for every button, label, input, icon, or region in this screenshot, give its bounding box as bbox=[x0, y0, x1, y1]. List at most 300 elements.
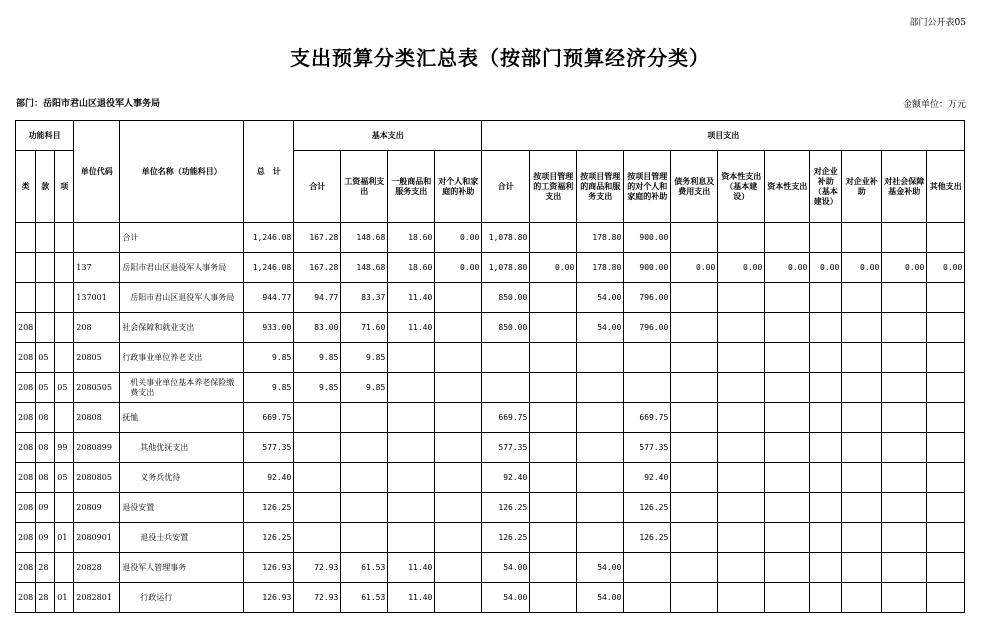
cell-p-social bbox=[882, 313, 927, 343]
cell-b-total bbox=[294, 493, 341, 523]
cell-b-total bbox=[294, 523, 341, 553]
cell-p-other bbox=[927, 283, 965, 313]
cell-p-enterprise bbox=[842, 223, 882, 253]
cell-p-capital bbox=[765, 433, 810, 463]
cell-p-personal bbox=[624, 583, 671, 613]
cell-kuan: 05 bbox=[36, 373, 55, 403]
cell-p-total: 850.00 bbox=[482, 313, 530, 343]
cell-b-wage: 148.68 bbox=[341, 223, 388, 253]
cell-p-wage bbox=[530, 343, 577, 373]
page-title: 支出预算分类汇总表（按部门预算经济分类） bbox=[290, 46, 710, 70]
cell-p-capital-basic bbox=[718, 523, 765, 553]
table-row bbox=[16, 433, 965, 463]
cell-p-wage bbox=[530, 523, 577, 553]
cell-xiang bbox=[55, 313, 74, 343]
cell-p-capital bbox=[765, 223, 810, 253]
cell-name: 行政事业单位养老支出 bbox=[120, 343, 244, 373]
cell-p-other bbox=[927, 493, 965, 523]
cell-p-social bbox=[882, 493, 927, 523]
cell-b-goods bbox=[388, 373, 435, 403]
cell-p-goods bbox=[577, 433, 624, 463]
cell-b-total: 72.93 bbox=[294, 553, 341, 583]
header-project-wage: 按项目管理的工资福利支出 bbox=[530, 151, 577, 223]
cell-p-enterprise-subsidy bbox=[810, 403, 842, 433]
cell-p-capital bbox=[765, 313, 810, 343]
cell-p-wage bbox=[530, 283, 577, 313]
cell-total: 126.25 bbox=[244, 523, 294, 553]
table-row bbox=[16, 403, 965, 433]
cell-code: 137001 bbox=[74, 283, 120, 313]
header-project-enterprise-subsidy: 对企业补助（基本建设） bbox=[810, 151, 842, 223]
header-project-other: 其他支出 bbox=[927, 151, 965, 223]
cell-p-wage bbox=[530, 433, 577, 463]
header-project-personal: 按项目管理的对个人和家庭的补助 bbox=[624, 151, 671, 223]
cell-p-capital bbox=[765, 553, 810, 583]
cell-kuan bbox=[36, 253, 55, 283]
cell-p-social: 0.00 bbox=[882, 253, 927, 283]
cell-total: 933.00 bbox=[244, 313, 294, 343]
cell-p-wage bbox=[530, 223, 577, 253]
cell-b-total: 94.77 bbox=[294, 283, 341, 313]
cell-xiang: 05 bbox=[55, 463, 74, 493]
cell-xiang bbox=[55, 343, 74, 373]
cell-b-personal bbox=[435, 493, 482, 523]
cell-p-capital bbox=[765, 343, 810, 373]
cell-p-debt bbox=[671, 493, 718, 523]
cell-b-total: 9.85 bbox=[294, 343, 341, 373]
cell-p-other bbox=[927, 433, 965, 463]
cell-code: 20805 bbox=[74, 343, 120, 373]
cell-b-total: 72.93 bbox=[294, 583, 341, 613]
cell-p-enterprise-subsidy bbox=[810, 343, 842, 373]
cell-p-other bbox=[927, 463, 965, 493]
cell-p-enterprise bbox=[842, 283, 882, 313]
cell-b-personal bbox=[435, 553, 482, 583]
cell-name: 义务兵优待 bbox=[120, 463, 244, 493]
cell-total: 944.77 bbox=[244, 283, 294, 313]
cell-xiang: 01 bbox=[55, 523, 74, 553]
cell-p-debt bbox=[671, 583, 718, 613]
cell-p-personal: 796.00 bbox=[624, 313, 671, 343]
cell-p-social bbox=[882, 463, 927, 493]
cell-p-enterprise bbox=[842, 493, 882, 523]
cell-name: 退役士兵安置 bbox=[120, 523, 244, 553]
cell-p-debt bbox=[671, 523, 718, 553]
cell-lei bbox=[16, 283, 36, 313]
cell-code: 20808 bbox=[74, 403, 120, 433]
cell-total: 577.35 bbox=[244, 433, 294, 463]
cell-code: 2080805 bbox=[74, 463, 120, 493]
cell-lei bbox=[16, 223, 36, 253]
cell-b-goods: 11.40 bbox=[388, 583, 435, 613]
header-basic-goods: 一般商品和服务支出 bbox=[388, 151, 435, 223]
cell-p-enterprise bbox=[842, 313, 882, 343]
cell-b-wage: 61.53 bbox=[341, 553, 388, 583]
cell-p-enterprise-subsidy bbox=[810, 433, 842, 463]
cell-p-personal bbox=[624, 553, 671, 583]
cell-p-social bbox=[882, 283, 927, 313]
table-row bbox=[16, 373, 965, 403]
cell-b-goods bbox=[388, 463, 435, 493]
cell-p-wage bbox=[530, 373, 577, 403]
cell-p-social bbox=[882, 583, 927, 613]
cell-lei: 208 bbox=[16, 373, 36, 403]
cell-xiang bbox=[55, 283, 74, 313]
cell-name: 退役安置 bbox=[120, 493, 244, 523]
cell-p-personal bbox=[624, 373, 671, 403]
cell-p-debt bbox=[671, 463, 718, 493]
cell-p-capital: 0.00 bbox=[765, 253, 810, 283]
cell-code: 2080505 bbox=[74, 373, 120, 403]
cell-p-goods: 54.00 bbox=[577, 283, 624, 313]
header-project-capital: 资本性支出 bbox=[765, 151, 810, 223]
cell-b-personal: 0.00 bbox=[435, 253, 482, 283]
header-basic-total: 合计 bbox=[294, 151, 341, 223]
cell-p-debt bbox=[671, 403, 718, 433]
header-unit-name: 单位名称（功能科目） bbox=[120, 121, 244, 223]
cell-b-goods: 18.60 bbox=[388, 223, 435, 253]
cell-total: 126.25 bbox=[244, 493, 294, 523]
cell-xiang bbox=[55, 403, 74, 433]
cell-b-goods bbox=[388, 343, 435, 373]
cell-code: 137 bbox=[74, 253, 120, 283]
cell-xiang: 99 bbox=[55, 433, 74, 463]
table-row bbox=[16, 463, 965, 493]
cell-p-enterprise: 0.00 bbox=[842, 253, 882, 283]
header-func-subject: 功能科目 bbox=[16, 121, 74, 151]
cell-p-personal: 796.00 bbox=[624, 283, 671, 313]
cell-p-debt bbox=[671, 223, 718, 253]
cell-p-capital-basic: 0.00 bbox=[718, 253, 765, 283]
cell-b-total: 83.00 bbox=[294, 313, 341, 343]
cell-b-total: 9.85 bbox=[294, 373, 341, 403]
header-project: 项目支出 bbox=[482, 121, 965, 151]
cell-p-enterprise bbox=[842, 403, 882, 433]
cell-p-social bbox=[882, 373, 927, 403]
cell-kuan: 08 bbox=[36, 463, 55, 493]
cell-p-goods bbox=[577, 523, 624, 553]
cell-b-goods bbox=[388, 523, 435, 553]
cell-p-enterprise-subsidy bbox=[810, 223, 842, 253]
cell-kuan: 05 bbox=[36, 343, 55, 373]
cell-b-total: 167.28 bbox=[294, 253, 341, 283]
cell-p-capital-basic bbox=[718, 553, 765, 583]
cell-p-goods: 54.00 bbox=[577, 313, 624, 343]
header-basic-wage: 工资福利支出 bbox=[341, 151, 388, 223]
cell-p-goods: 178.80 bbox=[577, 223, 624, 253]
cell-p-other bbox=[927, 523, 965, 553]
cell-b-wage: 71.60 bbox=[341, 313, 388, 343]
cell-p-goods bbox=[577, 403, 624, 433]
cell-p-capital-basic bbox=[718, 313, 765, 343]
cell-p-total: 1,078.80 bbox=[482, 223, 530, 253]
cell-p-total: 126.25 bbox=[482, 523, 530, 553]
cell-p-social bbox=[882, 223, 927, 253]
cell-xiang: 01 bbox=[55, 583, 74, 613]
cell-p-social bbox=[882, 553, 927, 583]
cell-kuan bbox=[36, 283, 55, 313]
cell-p-capital-basic bbox=[718, 403, 765, 433]
cell-xiang bbox=[55, 553, 74, 583]
cell-p-wage bbox=[530, 313, 577, 343]
cell-p-capital bbox=[765, 403, 810, 433]
cell-b-goods bbox=[388, 403, 435, 433]
cell-p-other bbox=[927, 583, 965, 613]
cell-code: 2080899 bbox=[74, 433, 120, 463]
cell-p-capital bbox=[765, 493, 810, 523]
cell-b-wage bbox=[341, 493, 388, 523]
cell-b-personal: 0.00 bbox=[435, 223, 482, 253]
cell-name: 其他优抚支出 bbox=[120, 433, 244, 463]
cell-p-enterprise bbox=[842, 343, 882, 373]
cell-b-personal bbox=[435, 583, 482, 613]
cell-p-capital-basic bbox=[718, 283, 765, 313]
cell-name: 岳阳市君山区退役军人事务局 bbox=[120, 253, 244, 283]
cell-code: 20809 bbox=[74, 493, 120, 523]
header-project-capital-basic: 资本性支出（基本建设） bbox=[718, 151, 765, 223]
cell-p-debt bbox=[671, 343, 718, 373]
cell-p-total: 92.40 bbox=[482, 463, 530, 493]
cell-b-personal bbox=[435, 283, 482, 313]
cell-b-personal bbox=[435, 403, 482, 433]
cell-total: 669.75 bbox=[244, 403, 294, 433]
cell-p-personal: 577.35 bbox=[624, 433, 671, 463]
department-label: 部门：岳阳市君山区退役军人事务局 bbox=[16, 99, 161, 109]
cell-p-enterprise bbox=[842, 373, 882, 403]
cell-p-debt: 0.00 bbox=[671, 253, 718, 283]
cell-name: 抚恤 bbox=[120, 403, 244, 433]
cell-b-wage: 9.85 bbox=[341, 373, 388, 403]
cell-kuan: 08 bbox=[36, 403, 55, 433]
cell-b-wage: 61.53 bbox=[341, 583, 388, 613]
cell-name: 社会保障和就业支出 bbox=[120, 313, 244, 343]
cell-b-wage bbox=[341, 463, 388, 493]
cell-lei: 208 bbox=[16, 493, 36, 523]
cell-p-social bbox=[882, 343, 927, 373]
cell-p-debt bbox=[671, 553, 718, 583]
cell-b-wage bbox=[341, 403, 388, 433]
cell-b-goods: 18.60 bbox=[388, 253, 435, 283]
cell-p-other bbox=[927, 553, 965, 583]
cell-lei: 208 bbox=[16, 463, 36, 493]
cell-b-personal bbox=[435, 373, 482, 403]
table-row bbox=[16, 283, 965, 313]
cell-kuan: 08 bbox=[36, 433, 55, 463]
header-project-goods: 按项目管理的商品和服务支出 bbox=[577, 151, 624, 223]
header-basic-personal: 对个人和家庭的补助 bbox=[435, 151, 482, 223]
cell-p-total: 54.00 bbox=[482, 553, 530, 583]
cell-p-goods: 178.80 bbox=[577, 253, 624, 283]
cell-lei: 208 bbox=[16, 523, 36, 553]
cell-p-capital bbox=[765, 283, 810, 313]
cell-p-wage: 0.00 bbox=[530, 253, 577, 283]
cell-p-wage bbox=[530, 403, 577, 433]
cell-p-enterprise bbox=[842, 433, 882, 463]
cell-p-capital-basic bbox=[718, 493, 765, 523]
cell-p-debt bbox=[671, 313, 718, 343]
cell-p-other bbox=[927, 223, 965, 253]
cell-lei: 208 bbox=[16, 553, 36, 583]
cell-p-debt bbox=[671, 433, 718, 463]
cell-p-total: 1,078.80 bbox=[482, 253, 530, 283]
cell-code: 208 bbox=[74, 313, 120, 343]
cell-lei: 208 bbox=[16, 313, 36, 343]
cell-p-goods bbox=[577, 343, 624, 373]
cell-code: 20828 bbox=[74, 553, 120, 583]
cell-p-debt bbox=[671, 373, 718, 403]
cell-xiang bbox=[55, 493, 74, 523]
cell-p-enterprise bbox=[842, 553, 882, 583]
cell-name: 岳阳市君山区退役军人事务局 bbox=[120, 283, 244, 313]
cell-p-goods: 54.00 bbox=[577, 583, 624, 613]
table-row bbox=[16, 253, 965, 283]
cell-p-personal: 669.75 bbox=[624, 403, 671, 433]
header-total: 总 计 bbox=[244, 121, 294, 223]
table-row bbox=[16, 343, 965, 373]
table-body bbox=[16, 223, 965, 613]
cell-name: 机关事业单位基本养老保险缴费支出 bbox=[120, 373, 244, 403]
cell-p-goods bbox=[577, 463, 624, 493]
cell-p-total: 850.00 bbox=[482, 283, 530, 313]
cell-p-personal bbox=[624, 343, 671, 373]
cell-b-total bbox=[294, 463, 341, 493]
cell-p-social bbox=[882, 433, 927, 463]
cell-p-total: 54.00 bbox=[482, 583, 530, 613]
cell-b-wage bbox=[341, 523, 388, 553]
cell-b-goods: 11.40 bbox=[388, 283, 435, 313]
header-project-enterprise: 对企业补助 bbox=[842, 151, 882, 223]
cell-p-enterprise bbox=[842, 463, 882, 493]
cell-name: 合计 bbox=[120, 223, 244, 253]
cell-b-total bbox=[294, 403, 341, 433]
cell-p-total: 577.35 bbox=[482, 433, 530, 463]
cell-kuan: 09 bbox=[36, 493, 55, 523]
cell-b-wage: 148.68 bbox=[341, 253, 388, 283]
cell-p-capital-basic bbox=[718, 583, 765, 613]
cell-p-enterprise-subsidy bbox=[810, 553, 842, 583]
header-lei: 类 bbox=[16, 151, 36, 223]
table-number-label: 部门公开表05 bbox=[909, 18, 966, 28]
cell-b-personal bbox=[435, 313, 482, 343]
cell-total: 126.93 bbox=[244, 583, 294, 613]
cell-p-debt bbox=[671, 283, 718, 313]
cell-p-enterprise-subsidy: 0.00 bbox=[810, 253, 842, 283]
cell-p-total bbox=[482, 343, 530, 373]
cell-p-social bbox=[882, 403, 927, 433]
cell-p-capital-basic bbox=[718, 433, 765, 463]
header-kuan: 款 bbox=[36, 151, 55, 223]
header-project-total: 合计 bbox=[482, 151, 530, 223]
cell-p-capital-basic bbox=[718, 223, 765, 253]
cell-p-goods bbox=[577, 373, 624, 403]
cell-p-total: 669.75 bbox=[482, 403, 530, 433]
cell-lei bbox=[16, 253, 36, 283]
cell-lei: 208 bbox=[16, 433, 36, 463]
cell-kuan: 09 bbox=[36, 523, 55, 553]
cell-p-capital bbox=[765, 373, 810, 403]
cell-b-personal bbox=[435, 343, 482, 373]
header-project-social: 对社会保障基金补助 bbox=[882, 151, 927, 223]
cell-total: 9.85 bbox=[244, 343, 294, 373]
cell-p-other bbox=[927, 343, 965, 373]
cell-b-goods: 11.40 bbox=[388, 553, 435, 583]
cell-p-personal: 900.00 bbox=[624, 223, 671, 253]
cell-p-other: 0.00 bbox=[927, 253, 965, 283]
cell-kuan bbox=[36, 313, 55, 343]
cell-p-capital-basic bbox=[718, 343, 765, 373]
cell-p-capital-basic bbox=[718, 463, 765, 493]
currency-unit-label: 金额单位：万元 bbox=[902, 100, 966, 110]
cell-p-other bbox=[927, 373, 965, 403]
cell-p-enterprise-subsidy bbox=[810, 313, 842, 343]
cell-total: 1,246.08 bbox=[244, 223, 294, 253]
cell-name: 退役军人管理事务 bbox=[120, 553, 244, 583]
cell-p-enterprise bbox=[842, 583, 882, 613]
cell-p-enterprise-subsidy bbox=[810, 583, 842, 613]
cell-p-total: 126.25 bbox=[482, 493, 530, 523]
cell-total: 92.40 bbox=[244, 463, 294, 493]
cell-p-wage bbox=[530, 463, 577, 493]
cell-b-personal bbox=[435, 463, 482, 493]
cell-p-enterprise-subsidy bbox=[810, 493, 842, 523]
cell-kuan bbox=[36, 223, 55, 253]
cell-lei: 208 bbox=[16, 403, 36, 433]
cell-code: 2082801 bbox=[74, 583, 120, 613]
table-row bbox=[16, 583, 965, 613]
cell-p-enterprise-subsidy bbox=[810, 463, 842, 493]
cell-total: 126.93 bbox=[244, 553, 294, 583]
cell-p-goods: 54.00 bbox=[577, 553, 624, 583]
cell-p-total bbox=[482, 373, 530, 403]
cell-p-enterprise bbox=[842, 523, 882, 553]
cell-xiang: 05 bbox=[55, 373, 74, 403]
cell-name: 行政运行 bbox=[120, 583, 244, 613]
cell-lei: 208 bbox=[16, 583, 36, 613]
cell-b-wage: 9.85 bbox=[341, 343, 388, 373]
cell-b-personal bbox=[435, 433, 482, 463]
cell-p-other bbox=[927, 403, 965, 433]
cell-total: 9.85 bbox=[244, 373, 294, 403]
cell-p-personal: 126.25 bbox=[624, 493, 671, 523]
cell-p-enterprise-subsidy bbox=[810, 283, 842, 313]
cell-p-capital bbox=[765, 583, 810, 613]
cell-b-wage: 83.37 bbox=[341, 283, 388, 313]
cell-p-capital bbox=[765, 523, 810, 553]
table-row bbox=[16, 223, 965, 253]
cell-p-other bbox=[927, 313, 965, 343]
cell-b-goods: 11.40 bbox=[388, 313, 435, 343]
cell-b-wage bbox=[341, 433, 388, 463]
header-xiang: 项 bbox=[55, 151, 74, 223]
table-row bbox=[16, 313, 965, 343]
header-basic: 基本支出 bbox=[294, 121, 482, 151]
cell-code bbox=[74, 223, 120, 253]
cell-b-personal bbox=[435, 523, 482, 553]
cell-p-social bbox=[882, 523, 927, 553]
cell-b-goods bbox=[388, 433, 435, 463]
cell-p-personal: 900.00 bbox=[624, 253, 671, 283]
table-row bbox=[16, 523, 965, 553]
header-unit-code: 单位代码 bbox=[74, 121, 120, 223]
cell-total: 1,246.08 bbox=[244, 253, 294, 283]
cell-p-capital-basic bbox=[718, 373, 765, 403]
table-row bbox=[16, 493, 965, 523]
cell-p-wage bbox=[530, 583, 577, 613]
cell-xiang bbox=[55, 223, 74, 253]
cell-p-capital bbox=[765, 463, 810, 493]
cell-b-total: 167.28 bbox=[294, 223, 341, 253]
cell-b-goods bbox=[388, 493, 435, 523]
